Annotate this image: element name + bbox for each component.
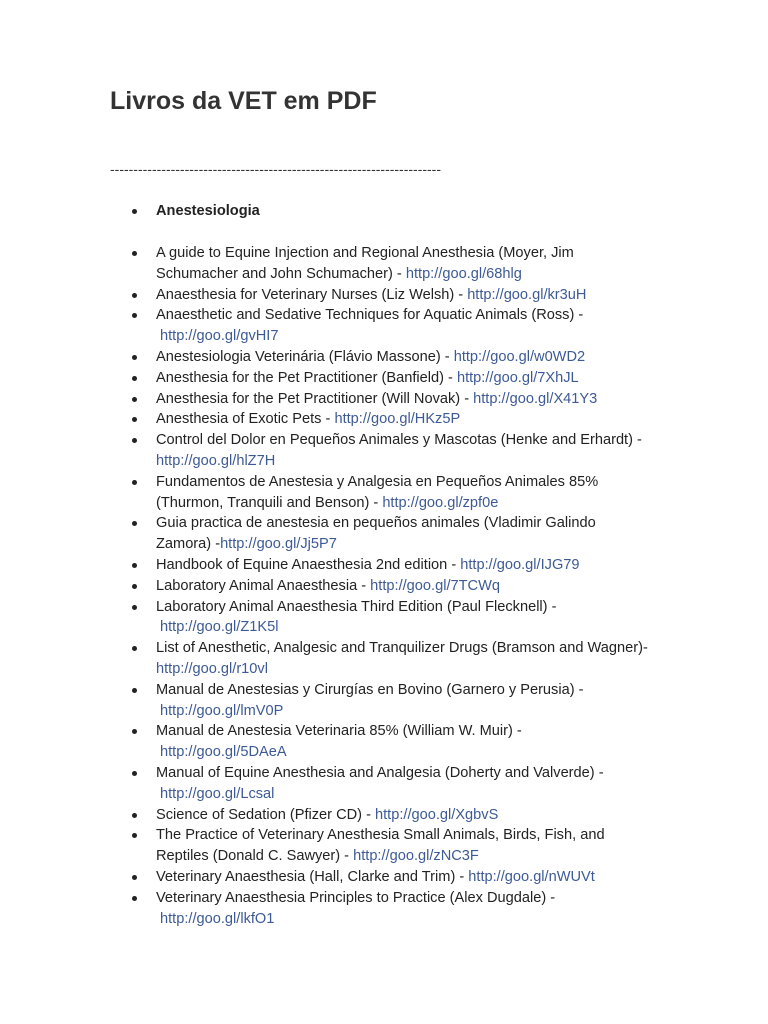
book-download-link[interactable]: http://goo.gl/r10vl — [156, 660, 268, 677]
book-title: Guia practica de anestesia en pequeños animales (Vladimir Galindo Zamora) - — [156, 515, 596, 553]
book-list-item — [110, 597, 650, 639]
book-download-link[interactable]: http://goo.gl/hlZ7H — [156, 452, 276, 469]
book-list-item — [110, 825, 650, 867]
book-download-link[interactable]: http://goo.gl/Jj5P7 — [220, 536, 337, 553]
book-list-item — [110, 285, 650, 306]
book-download-link[interactable]: http://goo.gl/gvHI7 — [160, 328, 279, 345]
book-title: Science of Sedation (Pfizer CD) - — [156, 806, 375, 823]
bullet-icon — [132, 875, 137, 880]
book-title: Anestesiologia Veterinária (Flávio Massone) - — [156, 348, 454, 365]
book-download-link[interactable]: http://goo.gl/X41Y3 — [473, 390, 598, 407]
bullet-icon — [132, 376, 137, 381]
book-title: Anaesthesia for Veterinary Nurses (Liz Welsh) - — [156, 286, 468, 303]
book-list-item — [110, 888, 650, 930]
bullet-icon — [132, 209, 137, 214]
book-download-link[interactable]: http://goo.gl/Z1K5l — [160, 619, 279, 636]
bullet-icon — [132, 313, 137, 318]
book-download-link[interactable]: http://goo.gl/XgbvS — [375, 806, 499, 823]
bullet-icon — [132, 605, 137, 610]
book-title: Anaesthetic and Sedative Techniques for Aquatic Animals (Ross) - — [156, 307, 584, 324]
divider-line: ----------------------------------------------------------------------- — [110, 161, 442, 177]
book-title: Handbook of Equine Anaesthesia 2nd edition - — [156, 556, 461, 573]
book-download-link[interactable]: http://goo.gl/nWUVt — [468, 868, 595, 885]
book-list-item — [110, 243, 650, 285]
section-heading-item — [110, 201, 650, 222]
bullet-icon — [132, 480, 137, 485]
book-download-link[interactable]: http://goo.gl/68hlg — [405, 265, 522, 282]
book-list-item — [110, 513, 650, 555]
book-title: Veterinary Anaesthesia Principles to Practice (Alex Dugdale) - — [156, 889, 556, 906]
book-download-link[interactable]: http://goo.gl/kr3uH — [467, 286, 587, 303]
book-list-item — [110, 430, 650, 472]
section-heading: Anestesiologia — [156, 203, 260, 219]
book-download-link[interactable]: http://goo.gl/7XhJL — [456, 369, 579, 386]
book-list-item — [110, 680, 650, 722]
bullet-icon — [132, 771, 137, 776]
book-download-link[interactable]: http://goo.gl/Lcsal — [160, 785, 275, 802]
book-list-item — [110, 409, 650, 430]
bullet-icon — [132, 688, 137, 693]
book-list-item — [110, 368, 650, 389]
book-title: Laboratory Animal Anaesthesia Third Edition (Paul Flecknell) - — [156, 598, 557, 615]
book-list-item — [110, 638, 650, 680]
page-title: Livros da VET em PDF — [110, 87, 377, 115]
book-title: Veterinary Anaesthesia (Hall, Clarke and Trim) - — [156, 868, 469, 885]
book-title: Laboratory Animal Anaesthesia - — [156, 577, 371, 594]
bullet-icon — [132, 417, 137, 422]
book-title: The Practice of Veterinary Anesthesia Small Animals, Birds, Fish, and Reptiles (Donald C. Sawyer) - — [156, 827, 605, 865]
book-list-item — [110, 763, 650, 805]
book-download-link[interactable]: http://goo.gl/7TCWq — [370, 577, 500, 594]
book-list-item — [110, 805, 650, 826]
book-list-item — [110, 867, 650, 888]
book-download-link[interactable]: http://goo.gl/lkfO1 — [160, 910, 275, 927]
book-list — [110, 243, 650, 929]
book-title: Anesthesia for the Pet Practitioner (Will Novak) - — [156, 390, 474, 407]
bullet-icon — [132, 896, 137, 901]
book-list-item — [110, 721, 650, 763]
book-title: List of Anesthetic, Analgesic and Tranquilizer Drugs (Bramson and Wagner)- — [156, 640, 648, 657]
book-title: Manual de Anestesias y Cirurgías en Bovino (Garnero y Perusia) - — [156, 681, 584, 698]
book-title: Anesthesia of Exotic Pets - — [156, 411, 335, 428]
bullet-icon — [132, 833, 137, 838]
book-download-link[interactable]: http://goo.gl/zNC3F — [353, 848, 479, 865]
book-list-item — [110, 347, 650, 368]
book-title: Manual de Anestesia Veterinaria 85% (William W. Muir) - — [156, 723, 522, 740]
book-title: Anesthesia for the Pet Practitioner (Banfield) - — [156, 369, 457, 386]
book-title: Manual of Equine Anesthesia and Analgesia (Doherty and Valverde) - — [156, 764, 604, 781]
bullet-icon — [132, 813, 137, 818]
bullet-icon — [132, 251, 137, 256]
bullet-icon — [132, 355, 137, 360]
book-title: Control del Dolor en Pequeños Animales y Mascotas (Henke and Erhardt) - — [156, 432, 642, 449]
book-title: A guide to Equine Injection and Regional Anesthesia (Moyer, Jim Schumacher and John Schumacher) - — [156, 245, 574, 282]
book-download-link[interactable]: http://goo.gl/w0WD2 — [453, 348, 586, 365]
bullet-icon — [132, 646, 137, 651]
book-list-item — [110, 472, 650, 514]
bullet-icon — [132, 397, 137, 402]
book-title: Fundamentos de Anestesia y Analgesia en Pequeños Animales 85% (Thurmon, Tranquili and Benson) - — [156, 473, 599, 511]
bullet-icon — [132, 438, 137, 443]
bullet-icon — [132, 563, 137, 568]
book-list-item — [110, 305, 650, 347]
book-list-item — [110, 555, 650, 576]
book-download-link[interactable]: http://goo.gl/zpf0e — [382, 494, 499, 511]
book-list-item — [110, 576, 650, 597]
book-download-link[interactable]: http://goo.gl/IJG79 — [460, 556, 580, 573]
bullet-icon — [132, 584, 137, 589]
bullet-icon — [132, 293, 137, 298]
book-download-link[interactable]: http://goo.gl/5DAeA — [160, 744, 287, 761]
book-download-link[interactable]: http://goo.gl/HKz5P — [334, 411, 461, 428]
book-download-link[interactable]: http://goo.gl/lmV0P — [160, 702, 284, 719]
section-list — [110, 201, 650, 222]
book-list-item — [110, 389, 650, 410]
bullet-icon — [132, 729, 137, 734]
bullet-icon — [132, 521, 137, 526]
